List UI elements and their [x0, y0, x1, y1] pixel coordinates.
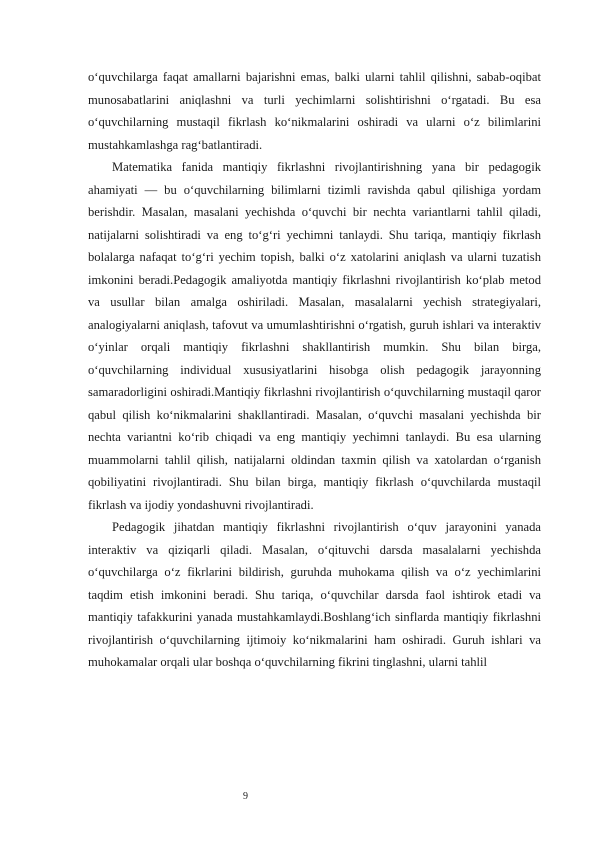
page-number: 9 [243, 791, 248, 802]
document-page [88, 66, 541, 674]
paragraph-pedagogical-interactive: Pedagogik jihatdan mantiqiy fikrlashni rivojlantirish o‘quv jarayonini yanada interaktiv va qiziqarli qiladi. Masalan, o‘qituvchi darsda masalalarni yechishda o‘quvchilarga o‘z fikrlarini bildirish, guruhda muhokama qilish va o‘z yechimlarini taqdim etish imkonini beradi. Shu tariqa, o‘quvchilar darsda faol ishtirok etadi va mantiqiy tafakkurini yanada mustahkamlaydi.Boshlang‘ich sinflarda mantiqiy fikrlashni rivojlantirish o‘quvchilarning ijtimoiy ko‘nikmalarini ham oshiradi. Guruh ishlari va muhokamalar orqali ular boshqa o‘quvchilarning fikrini tinglashni, ularni tahlil [88, 520, 541, 669]
paragraph-logical-thinking-significance: Matematika fanida mantiqiy fikrlashni rivojlantirishning yana bir pedagogik ahamiyati — bu o‘quvchilarning bilimlarni tizimli ravishda qabul qilishiga yordam berishdir. Masalan, masalani yechishda o‘quvchi bir nechta variantlarni tahlil qiladi, natijalarni solishtiradi va eng to‘g‘ri yechimni tanlaydi. Shu tariqa, mantiqiy fikrlash bolalarga nafaqat to‘g‘ri yechim topish, balki o‘z xatolarini aniqlash va ularni tuzatish imkonini beradi.Pedagogik amaliyotda mantiqiy fikrlashni rivojlantirish ko‘plab metod va usullar bilan amalga oshiriladi. Masalan, masalalarni yechish strategiyalari, analogiyalarni aniqlash, tafovut va umumlashtirishni o‘rgatish, guruh ishlari va interaktiv o‘yinlar orqali mantiqiy fikrlashni shakllantirish mumkin. Shu bilan birga, o‘quvchilarning individual xususiyatlarini hisobga olish pedagogik jarayonning samaradorligini oshiradi.Mantiqiy fikrlashni rivojlantirish o‘quvchilarning mustaqil qaror qabul qilish ko‘nikmalarini shakllantiradi. Masalan, o‘quvchi masalani yechishda bir nechta variantni ko‘rib chiqadi va eng mantiqiy yechimni tanlaydi. Bu esa ularning muammolarni tahlil qilish, natijalarni oldindan taxmin qilish va xatolardan o‘rganish qobiliyatini rivojlantiradi. Shu bilan birga, mantiqiy fikrlash o‘quvchilarda mustaqil fikrlash va ijodiy yondashuvni rivojlantiradi. [88, 160, 541, 512]
paragraph-continuation: o‘quvchilarga faqat amallarni bajarishni emas, balki ularni tahlil qilishni, sabab-oqibat munosabatlarini aniqlashni va turli yechimlarni solishtirishni o‘rgatadi. Bu esa o‘quvchilarning mustaqil fikrlash ko‘nikmalarini oshiradi va ularni o‘z bilimlarini mustahkamlashga rag‘batlantiradi. [88, 70, 541, 152]
